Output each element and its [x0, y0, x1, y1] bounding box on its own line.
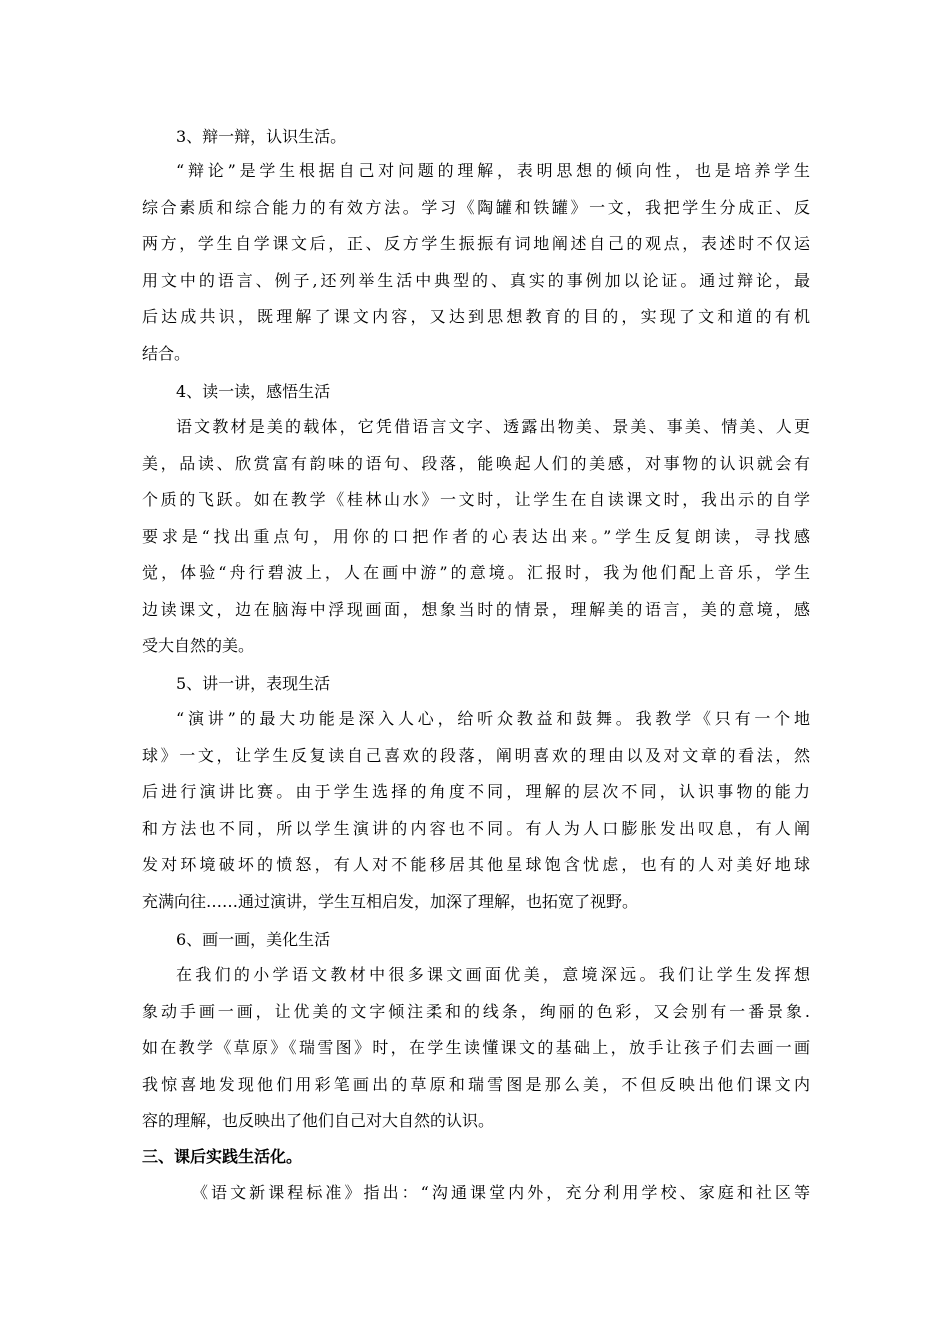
paragraph-line: 容的理解，也反映出了他们自己对大自然的认识。: [142, 1111, 495, 1130]
paragraph-line: 如在教学《草原》《瑞雪图》时，在学生读懂课文的基础上，放手让孩子们去画一画: [142, 1038, 810, 1057]
paragraph-line: 边读课文，边在脑海中浮现画面，想象当时的情景，理解美的语言，美的意境，感: [142, 600, 810, 619]
paragraph-line: 后达成共识，既理解了课文内容，又达到思想教育的目的，实现了文和道的有机: [142, 307, 810, 326]
paragraph-line: 用文中的语言、例子,还列举生活中典型的、真实的事例加以论证。通过辩论，最: [142, 271, 810, 290]
paragraph-line: 语文教材是美的载体，它凭借语言文字、透露出物美、景美、事美、情美、人更: [176, 417, 810, 436]
section-heading-practice: 三、课后实践生活化。: [142, 1147, 303, 1166]
heading-read: 4、读一读，感悟生活: [176, 382, 331, 401]
paragraph-line: 综合素质和综合能力的有效方法。学习《陶罐和铁罐》一文，我把学生分成正、反: [142, 198, 810, 217]
paragraph-line: 在我们的小学语文教材中很多课文画面优美，意境深远。我们让学生发挥想: [176, 965, 810, 984]
paragraph-line: 后进行演讲比赛。由于学生选择的角度不同，理解的层次不同，认识事物的能力: [142, 782, 810, 801]
heading-speak: 5、讲一讲，表现生活: [176, 674, 331, 693]
paragraph-line: 两方，学生自学课文后，正、反方学生振振有词地阐述自己的观点，表述时不仅运: [142, 234, 810, 253]
paragraph-line: “演讲”的最大功能是深入人心，给听众教益和鼓舞。我教学《只有一个地: [176, 709, 810, 728]
paragraph-line: 《语文新课程标准》指出：“沟通课堂内外，充分利用学校、家庭和社区等: [192, 1183, 810, 1202]
paragraph-line: 个质的飞跃。如在教学《桂林山水》一文时，让学生在自读课文时，我出示的自学: [142, 490, 810, 509]
paragraph-line: 充满向往……通过演讲，学生互相启发，加深了理解，也拓宽了视野。: [142, 892, 639, 911]
paragraph-line: 要求是“找出重点句，用你的口把作者的心表达出来。”学生反复朗读，寻找感: [142, 527, 810, 546]
paragraph-line: 觉，体验“舟行碧波上，人在画中游”的意境。汇报时，我为他们配上音乐，学生: [142, 563, 810, 582]
paragraph-line: 和方法也不同，所以学生演讲的内容也不同。有人为人口膨胀发出叹息，有人阐: [142, 819, 810, 838]
heading-debate: 3、辩一辩，认识生活。: [176, 127, 347, 146]
paragraph-line: 我惊喜地发现他们用彩笔画出的草原和瑞雪图是那么美，不但反映出他们课文内: [142, 1075, 810, 1094]
paragraph-line: 象动手画一画，让优美的文字倾注柔和的线条，绚丽的色彩，又会别有一番景象.: [142, 1002, 810, 1021]
paragraph-line: 球》一文，让学生反复读自己喜欢的段落，阐明喜欢的理由以及对文章的看法，然: [142, 746, 810, 765]
paragraph-line: 发对环境破坏的愤怒，有人对不能移居其他星球饱含忧虑，也有的人对美好地球: [142, 855, 810, 874]
paragraph-line: “辩论”是学生根据自己对问题的理解，表明思想的倾向性，也是培养学生: [176, 161, 810, 180]
paragraph-line: 受大自然的美。: [142, 636, 255, 655]
paragraph-line: 结合。: [142, 344, 191, 363]
heading-draw: 6、画一画，美化生活: [176, 930, 331, 949]
paragraph-line: 美，品读、欣赏富有韵味的语句、段落，能唤起人们的美感，对事物的认识就会有: [142, 454, 810, 473]
